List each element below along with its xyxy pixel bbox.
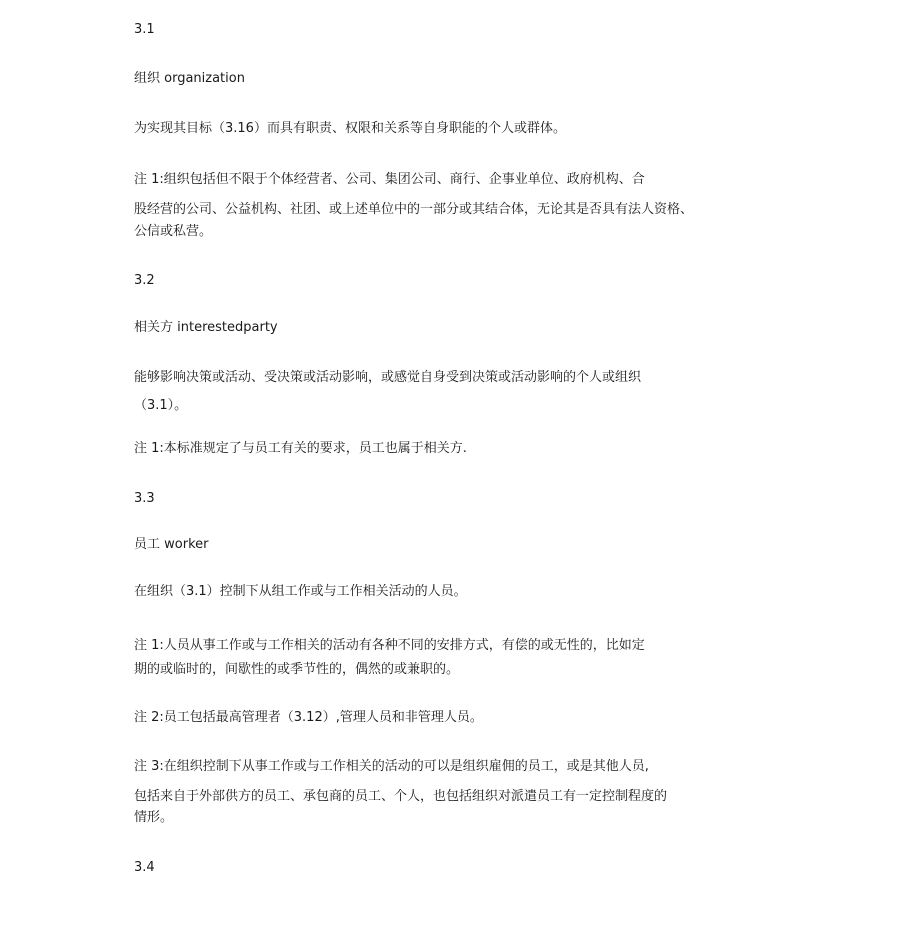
- definition-text: 为实现其目标（3.16）而具有职责、权限和关系等自身职能的个人或群体。: [134, 121, 566, 136]
- section-number: 3.2: [134, 273, 155, 288]
- note-text: 注 3:在组织控制下从事工作或与工作相关的活动的可以是组织雇佣的员工，或是其他人员,: [134, 759, 649, 774]
- definition-text: 在组织（3.1）控制下从组工作或与工作相关活动的人员。: [134, 584, 467, 599]
- note-text: 期的或临时的，间歇性的或季节性的，偶然的或兼职的。: [134, 662, 460, 677]
- section-number: 3.1: [134, 22, 155, 37]
- note-text: 注 1:本标准规定了与员工有关的要求，员工也属于相关方.: [134, 441, 467, 456]
- definition-text: 能够影响决策或活动、受决策或活动影响，或感觉自身受到决策或活动影响的个人或组织: [134, 370, 642, 385]
- section-number: 3.3: [134, 491, 155, 506]
- section-number: 3.4: [134, 860, 155, 875]
- note-text: 公信或私营。: [134, 224, 213, 239]
- note-text: 注 1:组织包括但不限于个体经营者、公司、集团公司、商行、企事业单位、政府机构、合: [134, 172, 645, 187]
- note-text: 包括来自于外部供方的员工、承包商的员工、个人，也包括组织对派遣员工有一定控制程度的: [134, 789, 668, 804]
- note-text: 股经营的公司、公益机构、社团、或上述单位中的一部分或其结合体，无论其是否具有法人资格、: [134, 202, 694, 217]
- note-text: 注 1:人员从事工作或与工作相关的活动有各种不同的安排方式，有偿的或无性的，比如定: [134, 638, 645, 653]
- term-heading: 员工 worker: [134, 537, 209, 552]
- term-heading: 组织 organization: [134, 71, 245, 86]
- note-text: 情形。: [134, 810, 174, 825]
- note-text: 注 2:员工包括最高管理者（3.12）,管理人员和非管理人员。: [134, 710, 483, 725]
- definition-text: （3.1）。: [134, 398, 188, 413]
- term-heading: 相关方 interestedparty: [134, 320, 278, 335]
